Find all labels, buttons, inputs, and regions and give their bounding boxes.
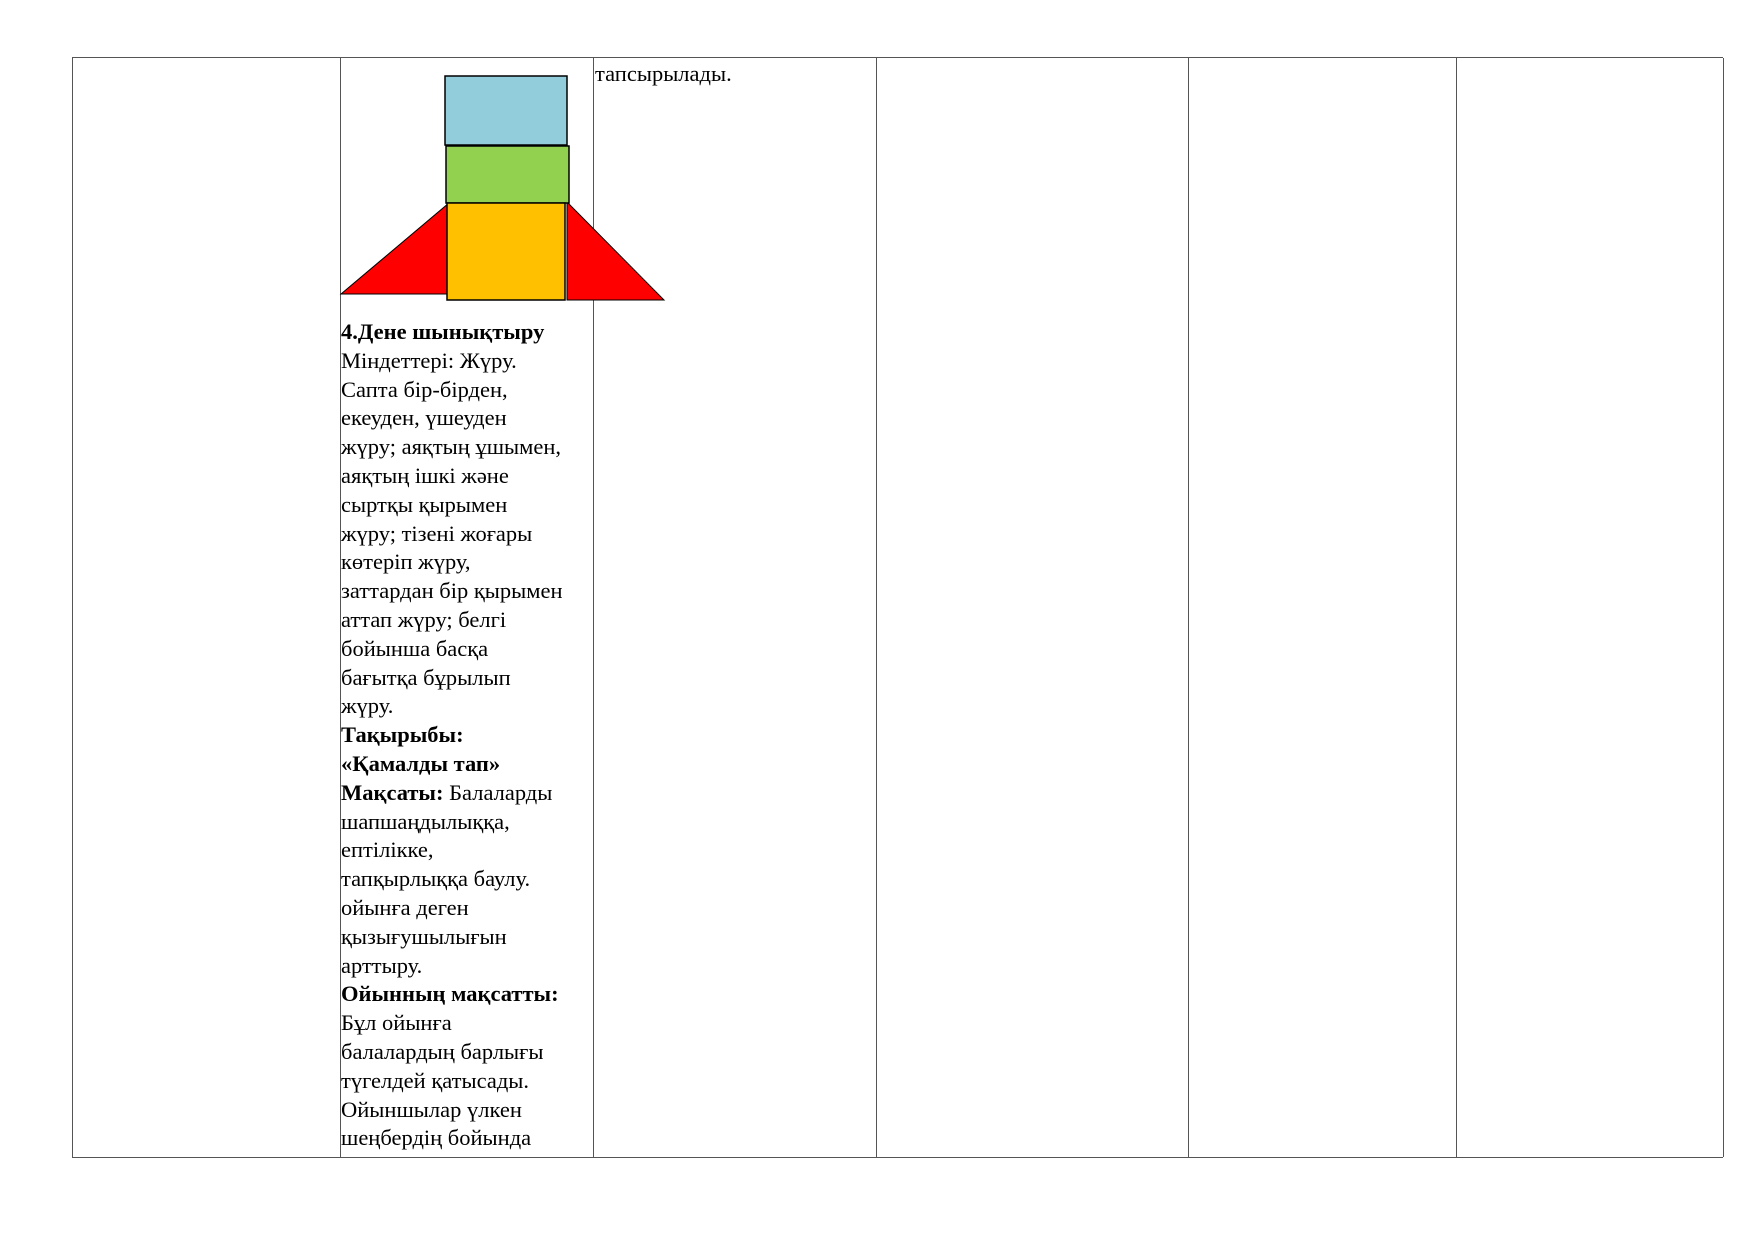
table-column-5 [1189,58,1457,1157]
bottom-orange-square [447,203,565,300]
continued-text: тапсырылады. [595,61,732,86]
left-red-triangle [341,203,449,294]
goal-text: Балаларды шапшаңдылыққа, ептілікке, тапқырлыққа баулу. ойынға деген қызығушылығын арттыру. [341,779,553,978]
tasks-text: Міндеттері: Жүру. Сапта бір-бірден, екеуден, үшеуден жүру; аяқтың ұшымен, аяқтың ішкі және сыртқы қырымен жүру; тізені жоғары көтеріп жүру, заттардан бір қырымен аттап жүру; белгі бойынша басқа бағытқа бұрылып жүру. [341,347,563,719]
table-column-2 [341,58,594,1157]
right-red-triangle [567,202,664,300]
table-column-4 [877,58,1189,1157]
table-column-6 [1457,58,1724,1157]
rocket-shape-figure [341,58,681,328]
game-goal-text: Бұл ойынға балалардың барлығы түгелдей қатысады. Ойыншылар үлкен шеңбердің бойында [341,1010,544,1151]
goal-label: Мақсаты: [341,779,444,805]
topic-label: Тақырыбы: «Қамалды тап» [341,722,501,776]
document-table [72,57,1723,1158]
middle-green-rectangle [446,146,569,203]
section-heading: 4.Дене шынықтыру [341,319,545,344]
game-goal-label: Ойынның мақсатты: [341,981,559,1007]
physical-education-block [341,318,593,1153]
table-column-1 [73,58,341,1157]
top-blue-rectangle [445,76,567,145]
